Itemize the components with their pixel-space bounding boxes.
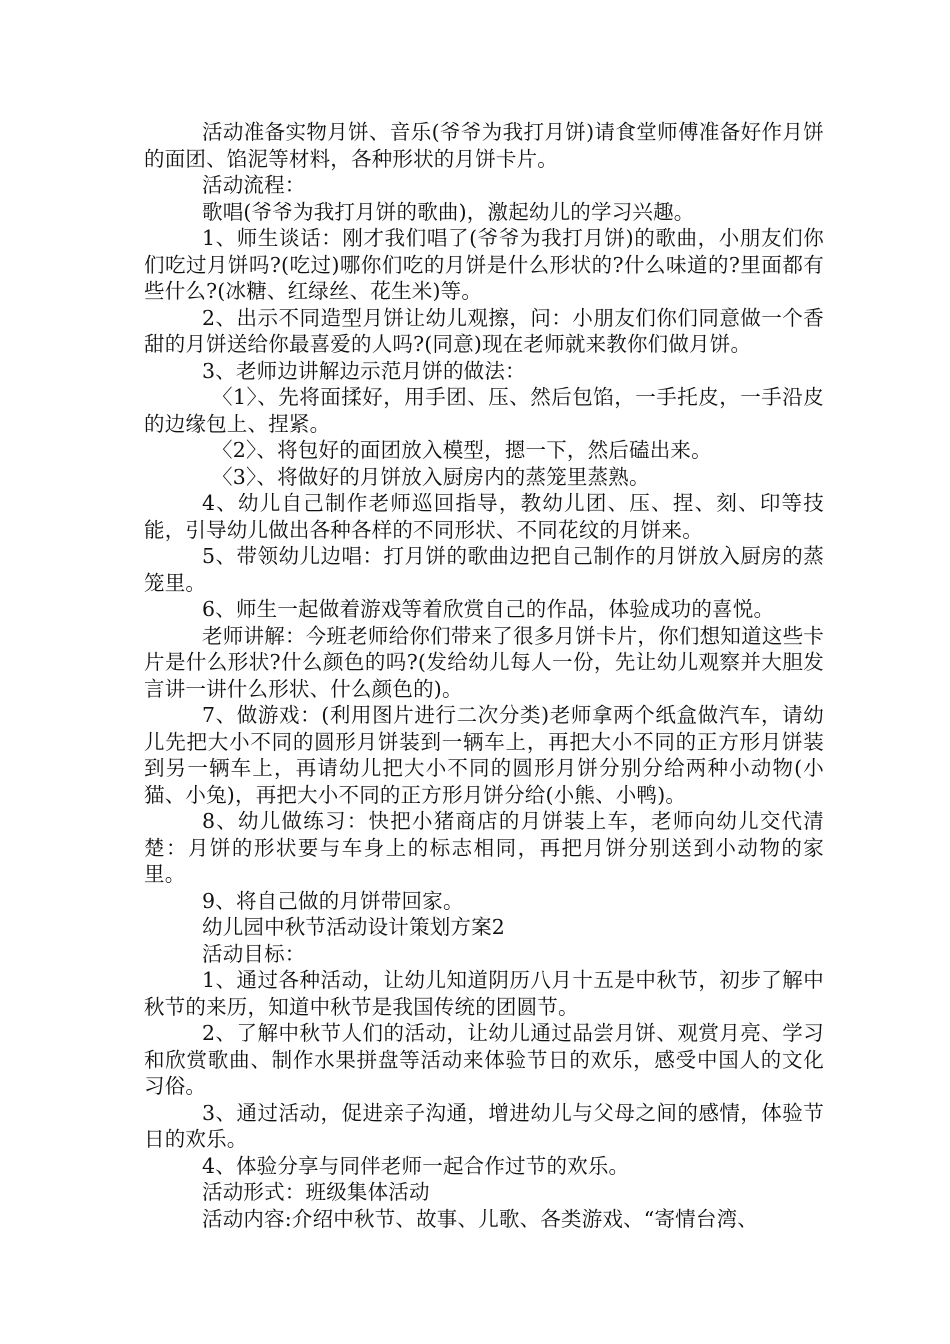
paragraph: 2、了解中秋节人们的活动，让幼儿通过品尝月饼、观赏月亮、学习和欣赏歌曲、制作水果拼盘等活动来体验节日的欢乐，感受中国人的文化习俗。 bbox=[144, 1021, 824, 1098]
paragraph: 〈3〉、将做好的月饼放入厨房内的蒸笼里蒸熟。 bbox=[212, 464, 650, 489]
paragraph: 1、通过各种活动，让幼儿知道阴历八月十五是中秋节，初步了解中秋节的来历，知道中秋节是我国传统的团圆节。 bbox=[144, 968, 824, 1019]
document-body bbox=[144, 119, 824, 1232]
paragraph: 活动流程： bbox=[202, 173, 306, 197]
paragraph: 2、出示不同造型月饼让幼儿观擦，问：小朋友们你们同意做一个香甜的月饼送给你最喜爱的人吗?(同意)现在老师就来教你们做月饼。 bbox=[144, 305, 824, 356]
paragraph: 6、师生一起做着游戏等着欣赏自己的作品，体验成功的喜悦。 bbox=[202, 597, 775, 621]
paragraph: 4、幼儿自己制作老师巡回指导，教幼儿团、压、捏、刻、印等技能，引导幼儿做出各种各样的不同形状、不同花纹的月饼来。 bbox=[144, 491, 824, 542]
section-heading: 幼儿园中秋节活动设计策划方案2 bbox=[202, 915, 506, 939]
paragraph: 9、将自己做的月饼带回家。 bbox=[202, 888, 464, 913]
paragraph: 活动准备实物月饼、音乐(爷爷为我打月饼)请食堂师傅准备好作月饼的面团、馅泥等材料，各种形状的月饼卡片。 bbox=[144, 120, 824, 171]
paragraph: 7、做游戏：(利用图片进行二次分类)老师拿两个纸盒做汽车，请幼儿先把大小不同的圆形月饼装到一辆车上，再把大小不同的正方形月饼装到另一辆车上，再请幼儿把大小不同的圆形月饼分别分给两种小动物(小猫、小兔)，再把大小不同的正方形月饼分给(小熊、小鸭)。 bbox=[144, 703, 824, 807]
paragraph: 活动形式：班级集体活动 bbox=[202, 1180, 430, 1204]
paragraph: 1、师生谈话：刚才我们唱了(爷爷为我打月饼)的歌曲，小朋友们你们吃过月饼吗?(吃过)哪你们吃的月饼是什么形状的?什么味道的?里面都有些什么?(冰糖、红绿丝、花生米)等。 bbox=[144, 226, 824, 303]
paragraph: 〈2〉、将包好的面团放入模型，摁一下，然后磕出来。 bbox=[212, 438, 712, 462]
paragraph: 老师讲解：今班老师给你们带来了很多月饼卡片，你们想知道这些卡片是什么形状?什么颜色的吗?(发给幼儿每人一份，先让幼儿观察并大胆发言讲一讲什么形状、什么颜色的)。 bbox=[144, 623, 824, 701]
paragraph: 歌唱(爷爷为我打月饼的歌曲)，激起幼儿的学习兴趣。 bbox=[202, 199, 695, 224]
paragraph: 8、幼儿做练习：快把小猪商店的月饼装上车，老师向幼儿交代清楚：月饼的形状要与车身上的标志相同，再把月饼分别送到小动物的家里。 bbox=[144, 809, 824, 886]
paragraph: 活动目标： bbox=[202, 941, 306, 966]
paragraph: 4、体验分享与同伴老师一起合作过节的欢乐。 bbox=[202, 1153, 630, 1178]
paragraph: 3、通过活动，促进亲子沟通，增进幼儿与父母之间的感情，体验节日的欢乐。 bbox=[144, 1100, 824, 1151]
paragraph: 活动内容:介绍中秋节、故事、儿歌、各类游戏、“寄情台湾、 bbox=[202, 1206, 758, 1231]
paragraph: 3、老师边讲解边示范月饼的做法： bbox=[202, 358, 526, 383]
paragraph: 〈1〉、先将面揉好，用手团、压、然后包馅，一手托皮，一手沿皮的边缘包上、捏紧。 bbox=[144, 385, 824, 436]
paragraph: 5、带领幼儿边唱：打月饼的歌曲边把自己制作的月饼放入厨房的蒸笼里。 bbox=[144, 544, 824, 595]
